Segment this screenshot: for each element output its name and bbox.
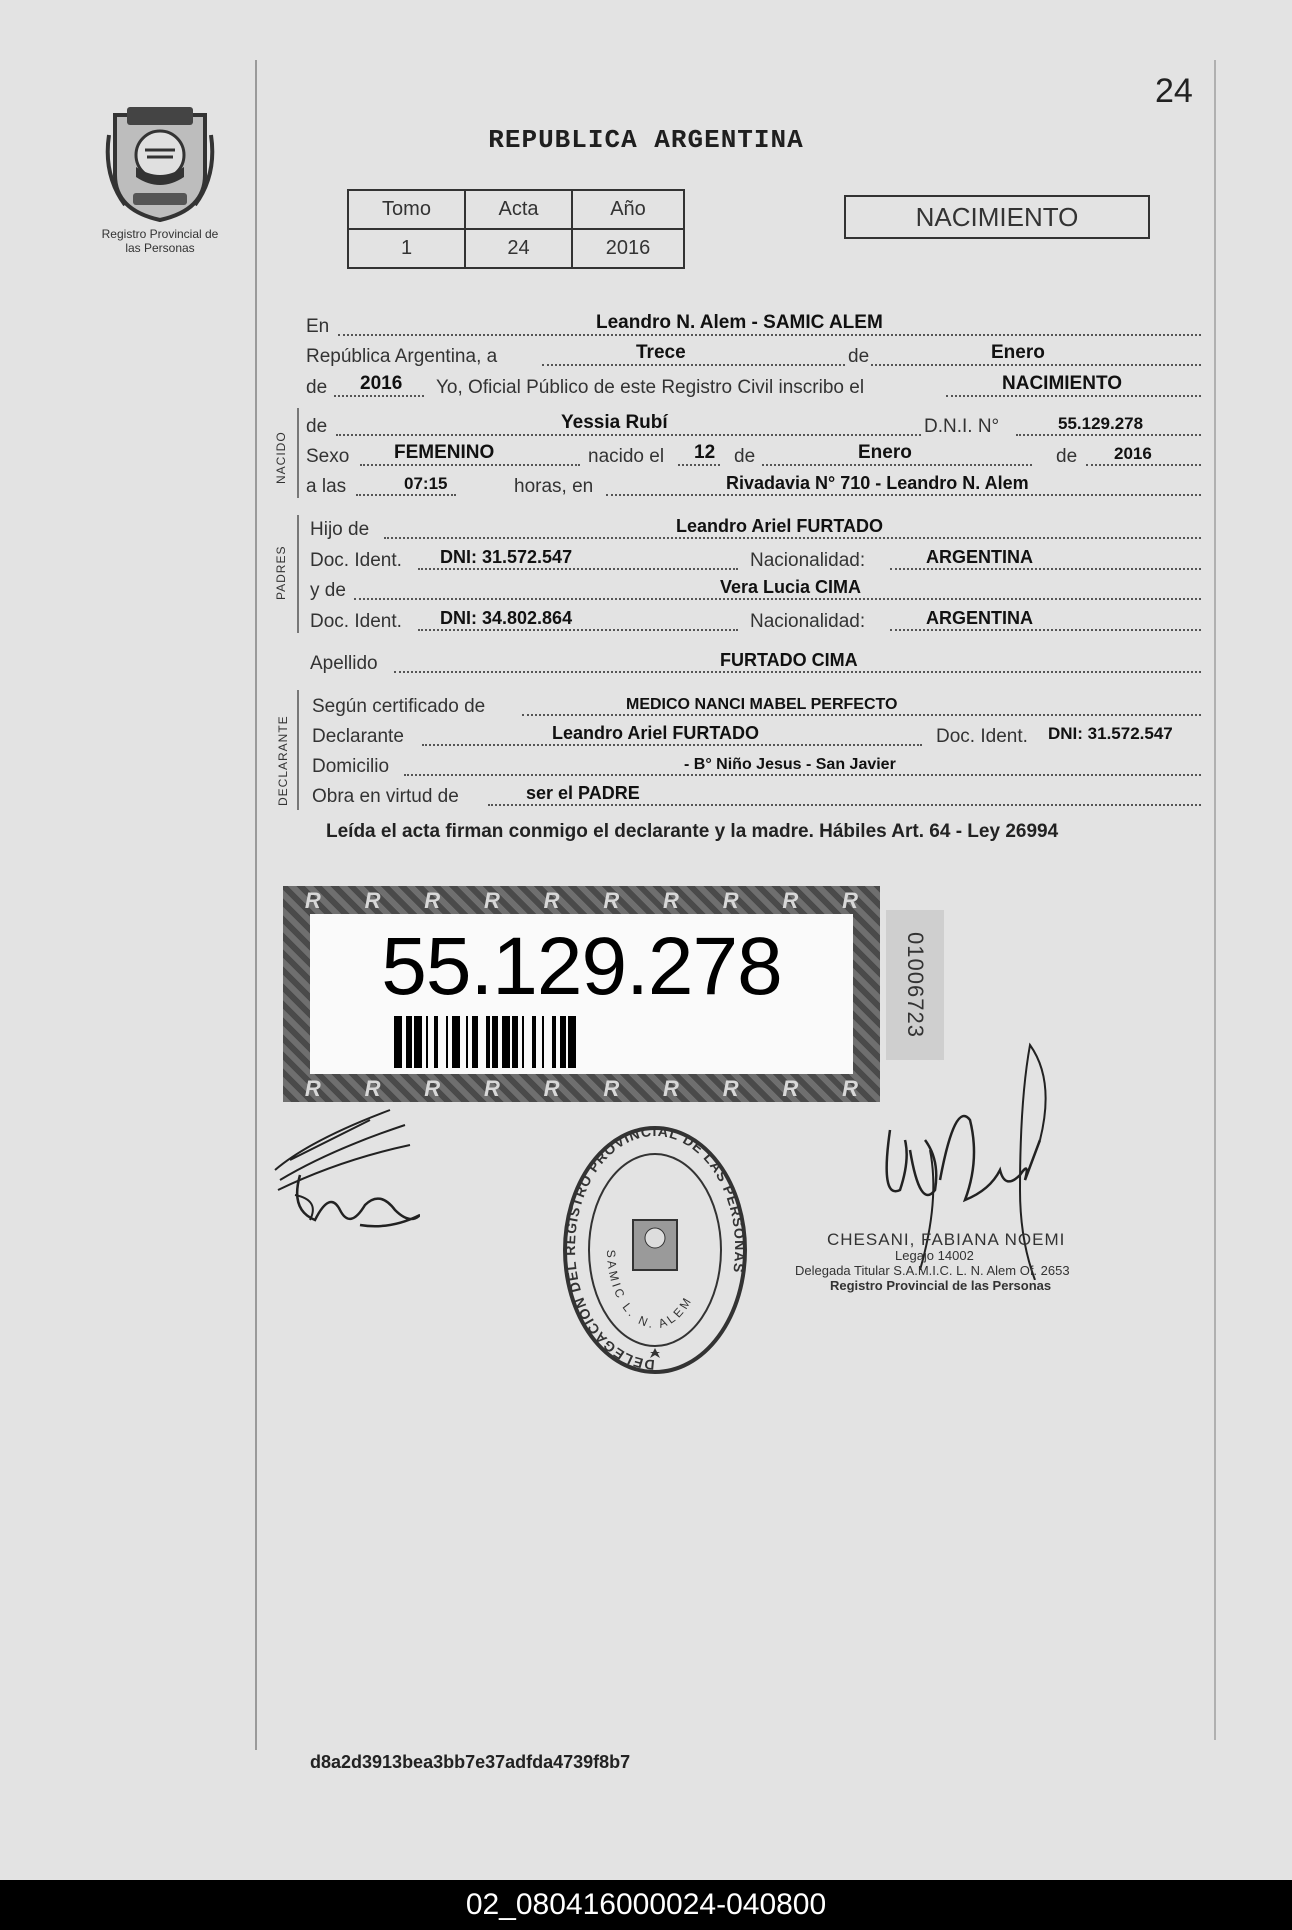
- year-prefix-label: de: [306, 377, 328, 398]
- day-value: Trece: [636, 342, 686, 363]
- nacionalidad-label: Nacionalidad:: [750, 611, 866, 632]
- barcode-bar: [486, 1016, 490, 1068]
- registry-seal: [555, 1120, 755, 1380]
- dotted-line: [384, 537, 1201, 539]
- father-name: Leandro Ariel FURTADO: [676, 516, 884, 536]
- pattern-letter: R: [603, 1076, 620, 1101]
- declarante-divider: [297, 690, 299, 810]
- padres-divider: [297, 515, 299, 633]
- declarant-signature: [270, 1100, 420, 1240]
- nacido-el-label: nacido el: [588, 446, 665, 467]
- de-label-2: de: [734, 446, 756, 467]
- event-value: NACIMIENTO: [1002, 373, 1122, 394]
- row-nacido-name: [306, 410, 1201, 440]
- page-border-right: [1214, 60, 1216, 1740]
- country-title: REPUBLICA ARGENTINA: [488, 125, 804, 155]
- barcode-bar: [492, 1016, 498, 1068]
- pattern-letter: R: [364, 888, 381, 913]
- en-value: Leandro N. Alem - SAMIC ALEM: [596, 312, 883, 333]
- barcode-bar: [532, 1016, 536, 1068]
- pattern-letter: R: [782, 888, 799, 913]
- barcode-bar: [568, 1016, 576, 1068]
- barcode-bar: [414, 1016, 422, 1068]
- dni-sticker-number: 55.129.278: [381, 921, 782, 1012]
- row-en: [306, 310, 1201, 340]
- dotted-line: [542, 364, 1201, 366]
- pattern-letter: R: [603, 888, 620, 913]
- row-certificado: [312, 690, 1201, 720]
- pattern-letter: R: [364, 1076, 381, 1101]
- seal-outer-text: DELEGACION DEL REGISTRO PROVINCIAL DE LAS PERSONAS: [561, 1122, 749, 1374]
- barcode: [394, 1016, 769, 1068]
- pattern-letter: R: [424, 888, 441, 913]
- dotted-line: [488, 804, 1201, 806]
- apellido-value: FURTADO CIMA: [720, 650, 858, 670]
- declarante-doc: DNI: 31.572.547: [1048, 724, 1173, 743]
- dotted-line: [404, 774, 1201, 776]
- de-label: de: [848, 346, 870, 367]
- dotted-line: [678, 464, 720, 466]
- oficial-text: Yo, Oficial Público de este Registro Civil inscribo el: [436, 377, 865, 398]
- ano-header: Año: [572, 190, 684, 229]
- page-border-left: [255, 60, 257, 1750]
- dotted-line: [360, 464, 580, 466]
- seal-inner-text: SAMIC L. N. ALEM: [603, 1249, 696, 1332]
- sexo-value: FEMENINO: [394, 442, 495, 463]
- hijo-de-label: Hijo de: [310, 519, 370, 540]
- dotted-line: [890, 629, 1201, 631]
- pattern-letter: R: [663, 1076, 679, 1101]
- birth-year: 2016: [1114, 444, 1152, 463]
- mother-name: Vera Lucia CIMA: [720, 577, 862, 597]
- birth-day: 12: [694, 442, 716, 463]
- apellido-label: Apellido: [310, 653, 378, 674]
- footer-id-bar: 02_080416000024-040800: [0, 1880, 1292, 1930]
- row-obra: [312, 780, 1201, 810]
- nacido-divider: [297, 408, 299, 498]
- row-y-de: [310, 574, 1201, 604]
- y-de-label: y de: [310, 580, 346, 601]
- row-domicilio: [312, 750, 1201, 780]
- child-name: Yessia Rubí: [561, 412, 668, 433]
- dotted-line: [334, 395, 424, 397]
- pattern-letter: R: [842, 1076, 858, 1101]
- barcode-bar: [426, 1016, 428, 1068]
- acta-header: Acta: [465, 190, 572, 229]
- pattern-letter: R: [483, 888, 500, 913]
- barcode-bar: [434, 1016, 438, 1068]
- barcode-bar: [466, 1016, 468, 1068]
- row-hijo-de: [310, 513, 1201, 543]
- tomo-value: 1: [348, 229, 465, 268]
- birth-time: 07:15: [404, 474, 448, 493]
- dotted-line: [336, 434, 921, 436]
- dotted-line: [1086, 464, 1201, 466]
- acta-value: 24: [465, 229, 572, 268]
- dni-sticker-white-area: [310, 914, 853, 1074]
- padres-section-label: PADRES: [274, 545, 288, 600]
- dni-label: D.N.I. N°: [924, 416, 1000, 437]
- barcode-bar: [522, 1016, 524, 1068]
- pattern-letter: R: [543, 1076, 560, 1101]
- acta-table-value-row: [348, 229, 684, 268]
- tomo-header: Tomo: [348, 190, 465, 229]
- dotted-line: [522, 714, 1201, 716]
- pattern-letter: R: [543, 888, 560, 913]
- obra-value: ser el PADRE: [526, 783, 640, 803]
- declarante-section-label: DECLARANTE: [276, 715, 290, 806]
- nacionalidad-label: Nacionalidad:: [750, 550, 866, 571]
- row-apellido: [310, 647, 1201, 677]
- doc-ident-label: Doc. Ident.: [936, 726, 1028, 747]
- official-registry: Registro Provincial de las Personas: [830, 1278, 1052, 1293]
- dotted-line: [354, 598, 1201, 600]
- ano-value: 2016: [572, 229, 684, 268]
- dotted-line: [1016, 434, 1201, 436]
- horas-label: horas, en: [514, 476, 594, 497]
- barcode-bar: [542, 1016, 544, 1068]
- mother-nationality: ARGENTINA: [926, 608, 1033, 628]
- segun-label: Según certificado de: [312, 696, 486, 717]
- row-republica: [306, 340, 1201, 370]
- dotted-line: [356, 494, 456, 496]
- logo-caption: Registro Provincial de las Personas: [101, 227, 219, 255]
- row-hora: [306, 470, 1201, 500]
- pattern-letter: R: [722, 1076, 739, 1101]
- dotted-line: [762, 464, 1032, 466]
- domicilio-label: Domicilio: [312, 756, 390, 777]
- republica-label: República Argentina, a: [306, 346, 498, 367]
- obra-label: Obra en virtud de: [312, 786, 459, 807]
- dotted-line: [422, 744, 922, 746]
- row-oficial: [306, 371, 1201, 401]
- barcode-bar: [512, 1016, 518, 1068]
- en-label: En: [306, 316, 330, 337]
- dni-sticker: [283, 886, 880, 1102]
- declarante-label: Declarante: [312, 726, 404, 747]
- de-label: de: [306, 416, 328, 437]
- barcode-bar: [552, 1016, 556, 1068]
- document-hash: d8a2d3913bea3bb7e37adfda4739f8b7: [310, 1752, 631, 1772]
- domicilio-value: - B° Niño Jesus - San Javier: [684, 756, 896, 773]
- serial-number: 01006723: [903, 932, 928, 1038]
- dotted-line: [394, 671, 1201, 673]
- barcode-bar: [394, 1016, 402, 1068]
- de-label-3: de: [1056, 446, 1078, 467]
- official-title: Delegada Titular S.A.M.I.C. L. N. Alem Of. 2653: [795, 1263, 1070, 1278]
- pattern-letter: R: [663, 888, 679, 913]
- birth-month: Enero: [858, 442, 912, 463]
- sexo-label: Sexo: [306, 446, 350, 467]
- birth-place: Rivadavia N° 710 - Leandro N. Alem: [726, 473, 1029, 493]
- year-value: 2016: [360, 373, 403, 394]
- acta-table-header-row: [348, 190, 684, 229]
- nacido-section-label: NACIDO: [274, 431, 288, 484]
- father-nationality: ARGENTINA: [926, 547, 1033, 567]
- official-name: CHESANI, FABIANA NOEMI: [827, 1230, 1066, 1249]
- father-doc: DNI: 31.572.547: [440, 547, 573, 567]
- official-legajo: Legajo 14002: [895, 1248, 974, 1263]
- official-stamp: [795, 1230, 1135, 1293]
- pattern-letter: R: [842, 888, 858, 913]
- pattern-letter: R: [304, 888, 321, 913]
- pattern-letter: R: [722, 888, 739, 913]
- dotted-line: [946, 395, 1201, 397]
- child-dni: 55.129.278: [1058, 414, 1144, 433]
- pattern-letter: R: [304, 1076, 321, 1101]
- doc-ident-label: Doc. Ident.: [310, 550, 402, 571]
- dotted-line: [418, 629, 738, 631]
- a-las-label: a las: [306, 476, 347, 497]
- row-mother-doc: [310, 605, 1201, 635]
- dotted-line: [338, 334, 1201, 336]
- mother-doc: DNI: 34.802.864: [440, 608, 573, 628]
- barcode-bar: [472, 1016, 478, 1068]
- barcode-bar: [406, 1016, 412, 1068]
- dotted-line: [606, 494, 1201, 496]
- coat-of-arms-icon: [105, 105, 215, 223]
- barcode-bar: [446, 1016, 448, 1068]
- barcode-bar: [502, 1016, 510, 1068]
- certificado-value: MEDICO NANCI MABEL PERFECTO: [626, 696, 898, 713]
- dotted-line: [418, 568, 738, 570]
- pattern-letter: R: [782, 1076, 799, 1101]
- sticker-r-row-bottom: [283, 1076, 880, 1102]
- acta-table: [347, 189, 685, 269]
- month-value: Enero: [991, 342, 1045, 363]
- sticker-r-row-top: [283, 888, 880, 914]
- declarante-value: Leandro Ariel FURTADO: [552, 723, 760, 743]
- doc-ident-label: Doc. Ident.: [310, 611, 402, 632]
- dotted-line: [890, 568, 1201, 570]
- serial-box: [886, 910, 944, 1060]
- pattern-letter: R: [424, 1076, 441, 1101]
- document-type-box: NACIMIENTO: [844, 195, 1150, 239]
- page-number: 24: [1155, 72, 1193, 110]
- closing-text: Leída el acta firman conmigo el declarante y la madre. Hábiles Art. 64 - Ley 26994: [326, 821, 1059, 842]
- pattern-letter: R: [483, 1076, 500, 1101]
- row-sexo: [306, 440, 1201, 470]
- row-declarante: [312, 720, 1201, 750]
- barcode-bar: [452, 1016, 460, 1068]
- row-father-doc: [310, 544, 1201, 574]
- barcode-bar: [560, 1016, 566, 1068]
